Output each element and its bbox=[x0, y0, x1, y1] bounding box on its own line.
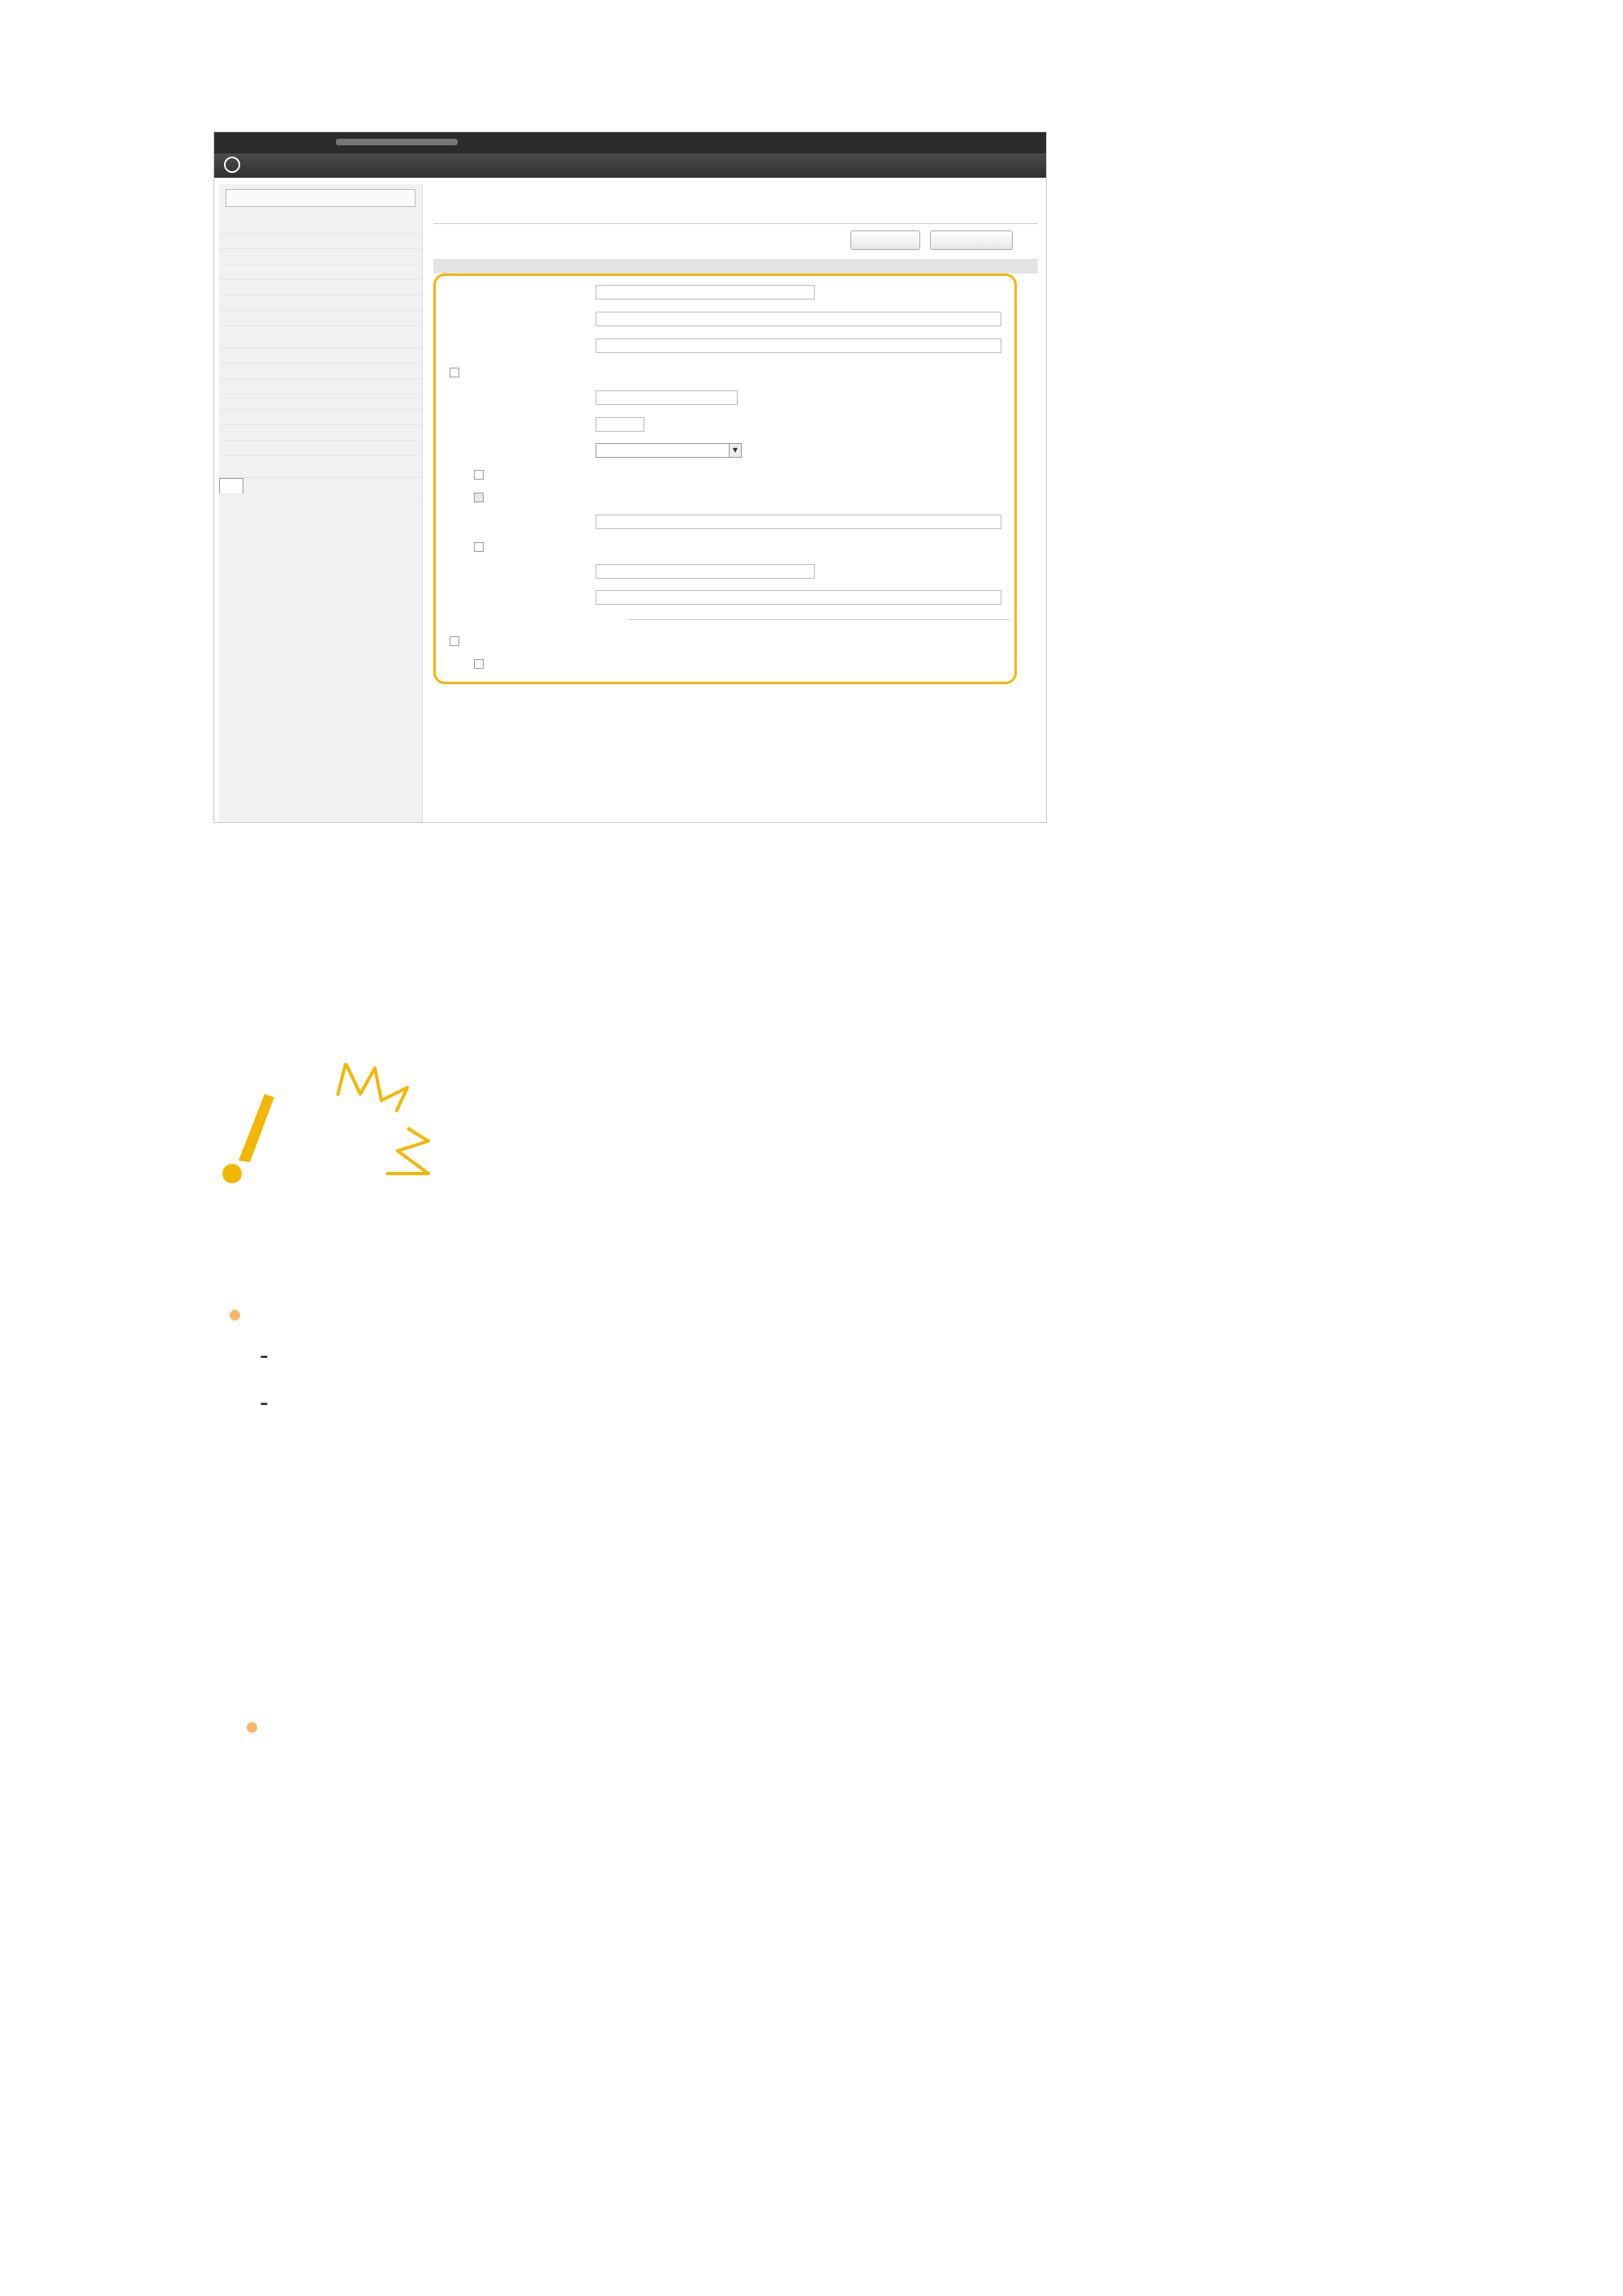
show-auth-row bbox=[474, 470, 489, 481]
ok-button[interactable] bbox=[850, 230, 920, 250]
cert-add-cn-row bbox=[474, 659, 489, 670]
sidebar-group-title bbox=[219, 456, 422, 463]
set-password-checkbox[interactable] bbox=[474, 542, 484, 552]
timeout-input[interactable] bbox=[596, 417, 644, 432]
caution-dash-2: - bbox=[260, 1389, 284, 1417]
sidebar-item-paper[interactable] bbox=[219, 218, 422, 234]
sidebar-item-mail-receive[interactable] bbox=[219, 441, 422, 456]
sidebar-item-file[interactable] bbox=[219, 410, 422, 425]
sidebar bbox=[219, 184, 423, 823]
search-root-input[interactable] bbox=[596, 338, 1001, 353]
cancel-button[interactable] bbox=[930, 230, 1013, 250]
cert-add-cn-checkbox[interactable] bbox=[474, 659, 484, 669]
domain-name-input[interactable] bbox=[596, 590, 1001, 605]
sidebar-item-receive[interactable] bbox=[219, 394, 422, 410]
sidebar-item-timer[interactable] bbox=[219, 249, 422, 265]
main-panel bbox=[433, 184, 1038, 817]
user-name-input[interactable] bbox=[596, 515, 1001, 529]
sidebar-group-title bbox=[219, 478, 422, 485]
sidebar-item-network[interactable] bbox=[219, 265, 422, 280]
set-password-row bbox=[474, 542, 489, 554]
highlight-frame bbox=[433, 274, 1017, 684]
divider bbox=[433, 223, 1038, 224]
top-bar-right bbox=[981, 136, 1038, 147]
login-info-select[interactable] bbox=[596, 443, 742, 458]
caution-icon bbox=[216, 1063, 443, 1193]
sidebar-group-title bbox=[219, 212, 422, 218]
sidebar-item-volume[interactable] bbox=[219, 311, 422, 326]
server-name-input[interactable] bbox=[596, 285, 815, 299]
ui-screenshot bbox=[213, 131, 1047, 823]
sidebar-item-user-management[interactable] bbox=[219, 485, 422, 500]
divider bbox=[628, 619, 1010, 620]
use-prev-auth-checkbox[interactable] bbox=[474, 493, 484, 502]
sidebar-group-title bbox=[219, 326, 422, 333]
use-prev-auth-row bbox=[474, 493, 489, 504]
sidebar-item-send[interactable] bbox=[219, 379, 422, 394]
use-tls-row bbox=[450, 368, 464, 379]
cert-verify-row bbox=[450, 636, 464, 648]
title-bar bbox=[214, 153, 1046, 178]
port-input[interactable] bbox=[596, 390, 738, 405]
sidebar-item-interface[interactable] bbox=[219, 280, 422, 295]
sidebar-item-copy[interactable] bbox=[219, 348, 422, 364]
show-auth-checkbox[interactable] bbox=[474, 470, 484, 480]
caution-bullet-icon bbox=[230, 1308, 240, 1324]
sidebar-item-display[interactable] bbox=[219, 234, 422, 249]
sidebar-item-secure-print[interactable] bbox=[219, 425, 422, 441]
chevron-down-icon: ▼ bbox=[729, 444, 741, 457]
server-address-input[interactable] bbox=[596, 312, 1001, 326]
sidebar-item-address-pin[interactable] bbox=[219, 463, 422, 478]
caution-dash-1: - bbox=[260, 1342, 284, 1370]
sidebar-item-accessibility[interactable] bbox=[219, 295, 422, 311]
sidebar-item-common[interactable] bbox=[219, 333, 422, 348]
blurred-device-name bbox=[336, 139, 458, 145]
use-tls-checkbox[interactable] bbox=[450, 368, 459, 377]
password-input[interactable] bbox=[596, 564, 815, 579]
device-restart-button[interactable] bbox=[226, 189, 415, 207]
settings-logo-icon bbox=[224, 157, 240, 173]
section-header bbox=[433, 259, 1038, 274]
cert-verify-checkbox[interactable] bbox=[450, 636, 459, 646]
top-bar bbox=[214, 132, 1046, 153]
sidebar-item-printer[interactable] bbox=[219, 364, 422, 379]
search-root-bullet-icon bbox=[247, 1721, 257, 1736]
